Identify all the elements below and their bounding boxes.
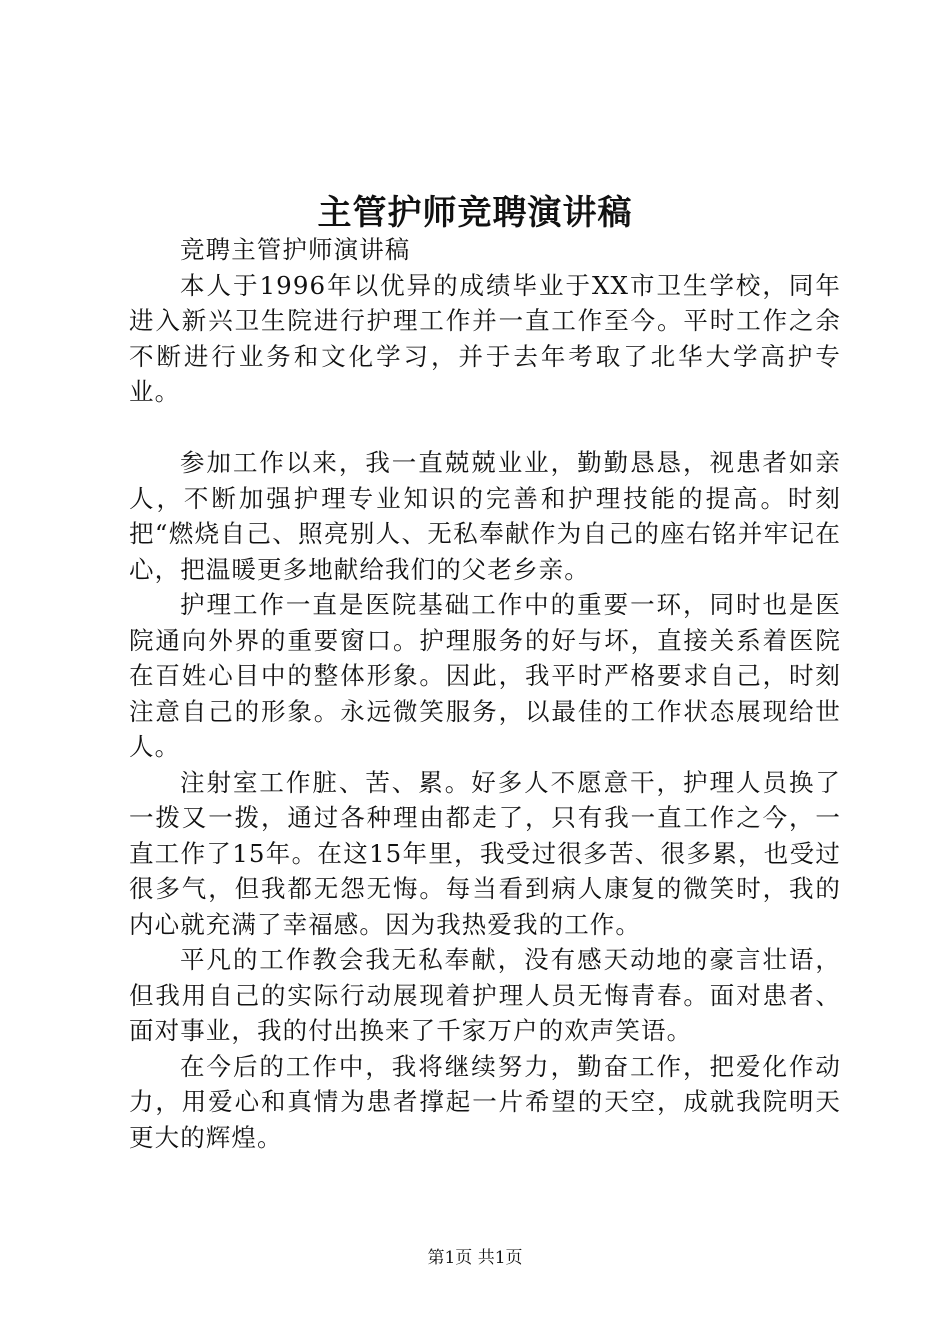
paragraph-education: 本人于1996年以优异的成绩毕业于XX市卫生学校，同年进入新兴卫生院进行护理工作并一直工作至今。平时工作之余不断进行业务和文化学习，并于去年考取了北华大学高护专业。 — [129, 270, 841, 406]
paragraph-nursing-role: 护理工作一直是医院基础工作中的重要一环，同时也是医院通向外界的重要窗口。护理服务的好与坏，直接关系着医院在百姓心目中的整体形象。因此，我平时严格要求自己，时刻注意自己的形象。永远微笑服务，以最佳的工作状态展现给世人。 — [129, 590, 841, 761]
subtitle-paragraph: 竞聘主管护师演讲稿 — [180, 235, 411, 264]
document-title: 主管护师竞聘演讲稿 — [317, 193, 633, 233]
paragraph-ordinary-work: 平凡的工作教会我无私奉献，没有感天动地的豪言壮语，但我用自己的实际行动展现着护理人员无悔青春。面对患者、面对事业，我的付出换来了千家万户的欢声笑语。 — [129, 945, 841, 1045]
document-body — [129, 232, 841, 1155]
paragraph-dedication: 参加工作以来，我一直兢兢业业，勤勤恳恳，视患者如亲人，不断加强护理专业知识的完善和护理技能的提高。时刻把“燃烧自己、照亮别人、无私奉献作为自己的座右铭并牢记在心，把温暖更多地献给我们的父老乡亲。 — [129, 448, 841, 584]
paragraph-future: 在今后的工作中，我将继续努力，勤奋工作，把爱化作动力，用爱心和真情为患者撑起一片希望的天空，成就我院明天更大的辉煌。 — [129, 1051, 841, 1152]
page-number-footer: 第1页 共1页 — [427, 1248, 523, 1268]
paragraph-injection-room: 注射室工作脏、苦、累。好多人不愿意干，护理人员换了一拨又一拨，通过各种理由都走了，只有我一直工作之今，一直工作了15年。在这15年里，我受过很多苦、很多累，也受过很多气，但我都无怨无悔。每当看到病人康复的微笑时，我的内心就充满了幸福感。因为我热爱我的工作。 — [129, 767, 841, 939]
